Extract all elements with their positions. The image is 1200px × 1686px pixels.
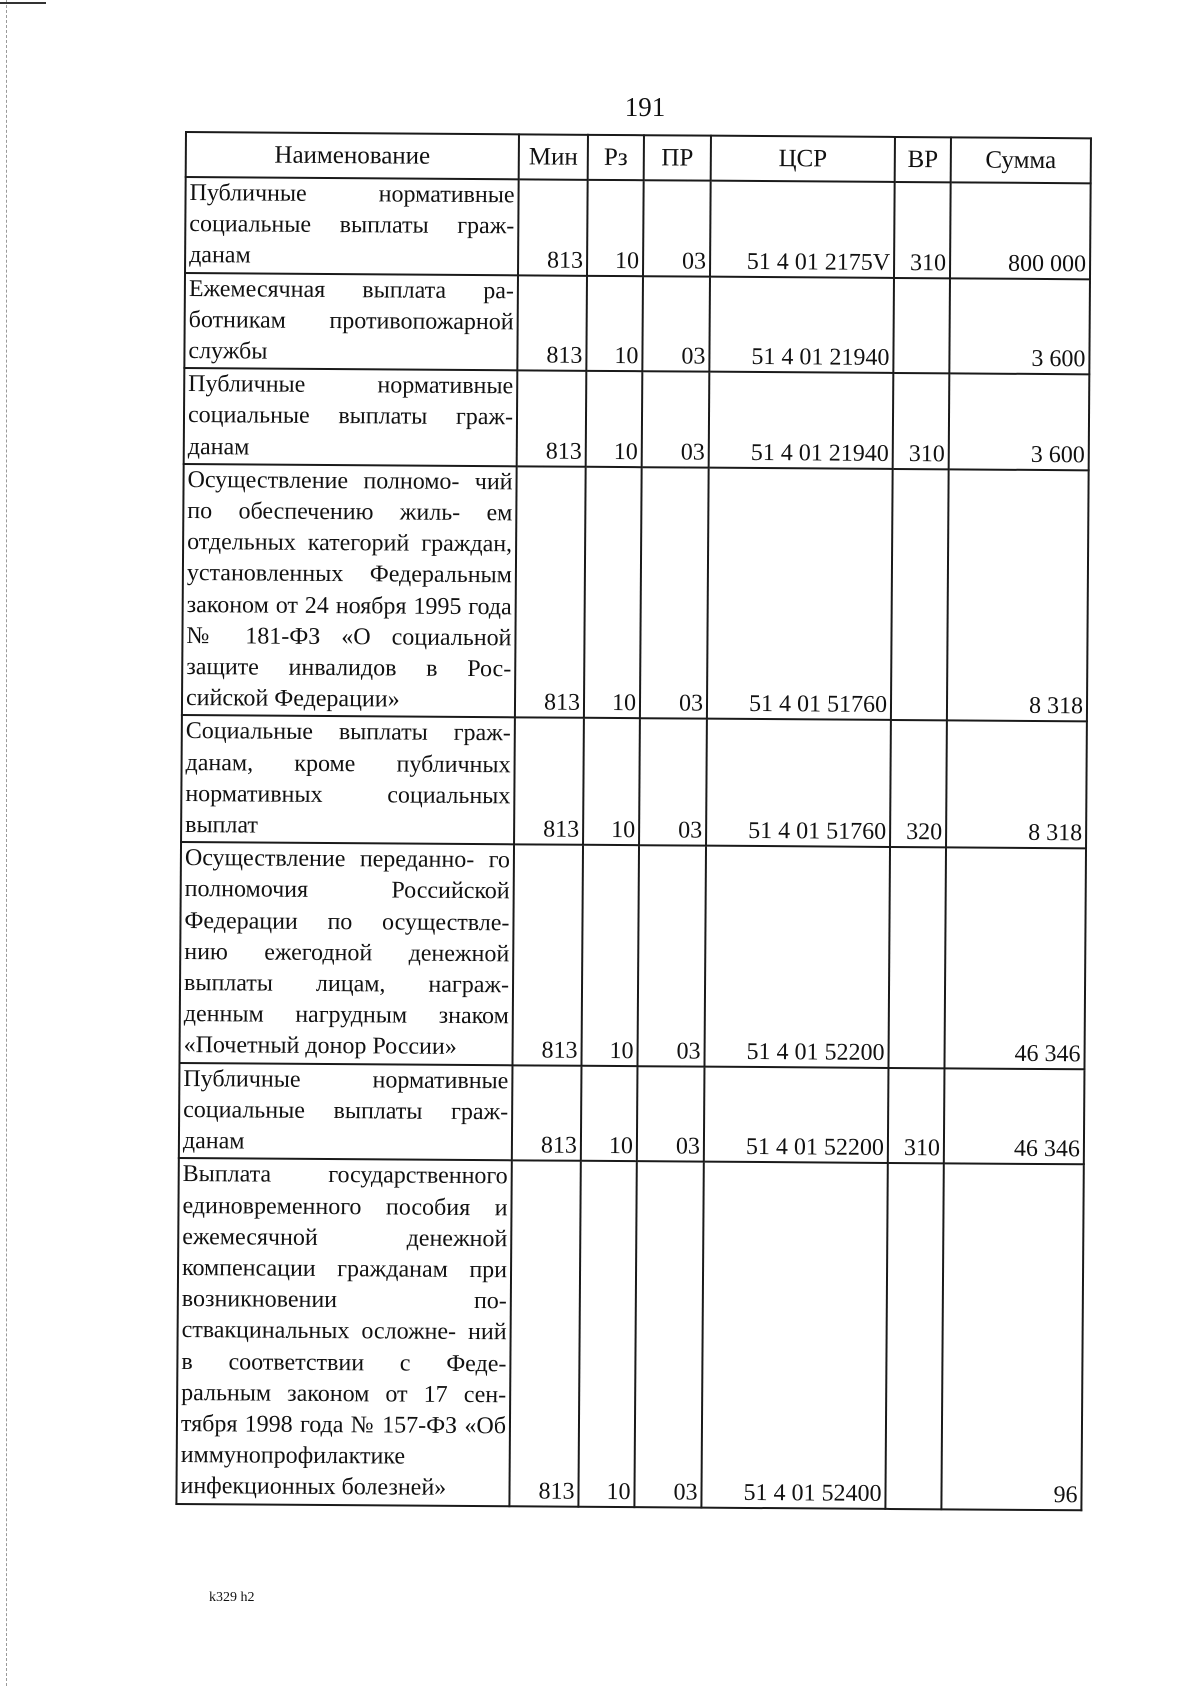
table-body — [176, 177, 1090, 1510]
scan-corner-mark — [0, 2, 46, 4]
row-vr-cell: 310 — [893, 373, 950, 469]
row-name-line: № 181-ФЗ «О социальной — [186, 622, 512, 652]
row-csr-cell: 51 4 01 52200 — [704, 1066, 889, 1163]
row-rz-cell: 10 — [583, 718, 640, 845]
table-row — [179, 842, 1086, 1069]
row-rz-cell: 10 — [587, 180, 644, 276]
row-vr-cell: 310 — [888, 1068, 945, 1164]
row-vr-cell — [888, 847, 946, 1068]
header-min: Мин — [519, 134, 588, 179]
row-sum-cell: 8 318 — [947, 469, 1089, 722]
row-rz-cell: 10 — [581, 1065, 638, 1161]
table-row — [184, 368, 1090, 470]
row-name-cell — [181, 715, 515, 844]
row-csr-cell: 51 4 01 2175V — [710, 181, 895, 278]
row-pr-cell: 03 — [639, 719, 707, 846]
row-csr-cell: 51 4 01 52200 — [704, 846, 890, 1068]
row-name-line: денным нагрудным знаком — [183, 1001, 509, 1030]
header-pr: ПР — [644, 135, 711, 180]
row-name-cell — [176, 1158, 511, 1506]
row-name-line: данам — [187, 433, 250, 461]
row-name-line: Публичные нормативные — [189, 180, 515, 209]
row-vr-cell — [885, 1163, 943, 1509]
row-name-line: Ежемесячная выплата ра- — [188, 275, 514, 304]
row-name-line: службы — [188, 338, 268, 365]
scan-edge-line — [6, 0, 7, 1686]
row-name-line: граждан, установленных — [186, 530, 513, 588]
row-min-cell: 813 — [512, 1065, 582, 1161]
row-pr-cell: 03 — [642, 276, 710, 372]
footer-code: k329 h2 — [209, 1590, 255, 1605]
row-name-line: ежемесячной денежной — [182, 1223, 508, 1252]
header-rz: Рз — [588, 135, 644, 180]
row-min-cell: 813 — [517, 275, 587, 371]
row-min-cell: 813 — [509, 1161, 580, 1507]
row-name-cell — [179, 842, 514, 1065]
row-name-line: Выплата государственного — [182, 1161, 508, 1190]
row-min-cell: 813 — [512, 845, 583, 1066]
row-name-line: Публичные нормативные — [183, 1065, 509, 1094]
row-name-cell — [185, 177, 519, 275]
row-name-cell — [182, 464, 517, 718]
row-name-cell — [179, 1063, 513, 1161]
row-name-line: го полномочия Российской — [184, 847, 511, 905]
row-name-line: нормативных социальных — [185, 780, 511, 810]
row-name-line: социальные выплаты граж- — [187, 402, 514, 431]
row-csr-cell: 51 4 01 52400 — [701, 1162, 887, 1509]
row-name-line: данам — [182, 1128, 245, 1155]
row-min-cell: 813 — [515, 466, 586, 718]
row-name-line: при возникновении по- — [181, 1256, 508, 1315]
row-rz-cell: 10 — [586, 275, 643, 371]
row-name-line: ствакцинальных осложне- — [181, 1317, 457, 1346]
row-pr-cell: 03 — [643, 180, 711, 276]
row-pr-cell: 03 — [637, 1066, 705, 1162]
budget-table — [175, 131, 1092, 1511]
row-name-line: ний в соответствии с Феде- — [181, 1319, 507, 1377]
row-csr-cell: 51 4 01 51760 — [707, 467, 893, 720]
table-row — [184, 273, 1090, 375]
row-rz-cell: 10 — [578, 1161, 636, 1507]
table-row — [179, 1063, 1085, 1165]
row-name-line: 24 ноября 1995 года — [304, 592, 512, 620]
row-sum-cell: 46 346 — [944, 848, 1086, 1069]
row-rz-cell: 10 — [581, 845, 639, 1066]
row-name-line: сийской Федерации» — [185, 685, 400, 713]
row-min-cell: 813 — [517, 371, 587, 467]
header-sum: Сумма — [951, 137, 1091, 183]
row-name-cell — [184, 368, 518, 466]
row-name-line: социальные выплаты граж- — [183, 1096, 509, 1126]
row-name-line: выплат — [185, 812, 259, 839]
row-vr-cell — [893, 278, 950, 374]
row-name-line: Публичные нормативные — [188, 371, 514, 400]
row-vr-cell — [891, 469, 949, 721]
row-pr-cell: 03 — [637, 845, 706, 1066]
row-csr-cell: 51 4 01 21940 — [709, 276, 894, 373]
row-name-line: выплаты лицам, награж- — [183, 970, 510, 999]
row-sum-cell: 3 600 — [949, 374, 1090, 471]
row-name-line: защите инвалидов в Рос- — [186, 654, 512, 683]
table-row — [176, 1158, 1083, 1510]
row-name-line: ем отдельных категорий — [187, 500, 513, 557]
row-name-line: компенсации гражданам — [181, 1254, 448, 1283]
row-vr-cell: 310 — [894, 182, 951, 278]
row-pr-cell: 03 — [642, 371, 710, 467]
header-vr: ВР — [895, 137, 951, 182]
row-vr-cell: 320 — [890, 720, 947, 847]
row-name-line: Осуществление полномо- — [187, 466, 460, 495]
row-name-line: социальные выплаты граж- — [189, 211, 515, 240]
row-name-line: ральным законом от 17 сен- — [181, 1379, 507, 1408]
row-name-line: Федеральным законом от — [186, 561, 512, 619]
header-csr: ЦСР — [711, 136, 895, 182]
row-min-cell: 813 — [514, 718, 584, 845]
table-row — [185, 177, 1091, 279]
row-sum-cell: 46 346 — [944, 1068, 1085, 1165]
page-number: 191 — [624, 92, 666, 122]
row-name-line: ботникам противопожарной — [188, 306, 514, 336]
row-name-line: единовременного пособия и — [182, 1192, 508, 1221]
row-name-line: чий по обеспечению жиль- — [187, 468, 513, 526]
row-name-line: Федерации по осуществле- — [184, 907, 510, 936]
row-sum-cell: 8 318 — [946, 721, 1087, 849]
header-name: Наименование — [186, 132, 519, 179]
row-csr-cell: 51 4 01 51760 — [706, 719, 891, 847]
row-sum-cell: 3 600 — [949, 278, 1090, 375]
table-header-row — [186, 132, 1091, 183]
table-row — [182, 464, 1089, 722]
row-name-line: данам — [189, 242, 251, 269]
row-name-line: инфекционных болезней» — [180, 1473, 447, 1502]
row-name-line: данам, кроме публичных — [185, 749, 511, 778]
row-name-line: Социальные выплаты граж- — [185, 718, 511, 747]
row-name-line: Осуществление переданно- — [184, 845, 475, 874]
table-row — [181, 715, 1087, 848]
row-name-line: «Почетный донор России» — [183, 1032, 457, 1061]
row-pr-cell: 03 — [634, 1161, 703, 1507]
row-pr-cell: 03 — [640, 467, 709, 719]
row-sum-cell: 800 000 — [950, 182, 1091, 279]
row-name-line: нию ежегодной денежной — [184, 938, 510, 968]
row-rz-cell: 10 — [586, 371, 643, 467]
row-name-line: «Об иммунопрофилактике — [180, 1412, 507, 1470]
row-csr-cell: 51 4 01 21940 — [709, 372, 894, 469]
row-name-line: тября 1998 года № 157-ФЗ — [180, 1410, 458, 1439]
row-sum-cell: 96 — [941, 1164, 1083, 1510]
row-name-cell — [184, 273, 518, 371]
row-rz-cell: 10 — [584, 467, 642, 719]
row-min-cell: 813 — [518, 179, 588, 275]
